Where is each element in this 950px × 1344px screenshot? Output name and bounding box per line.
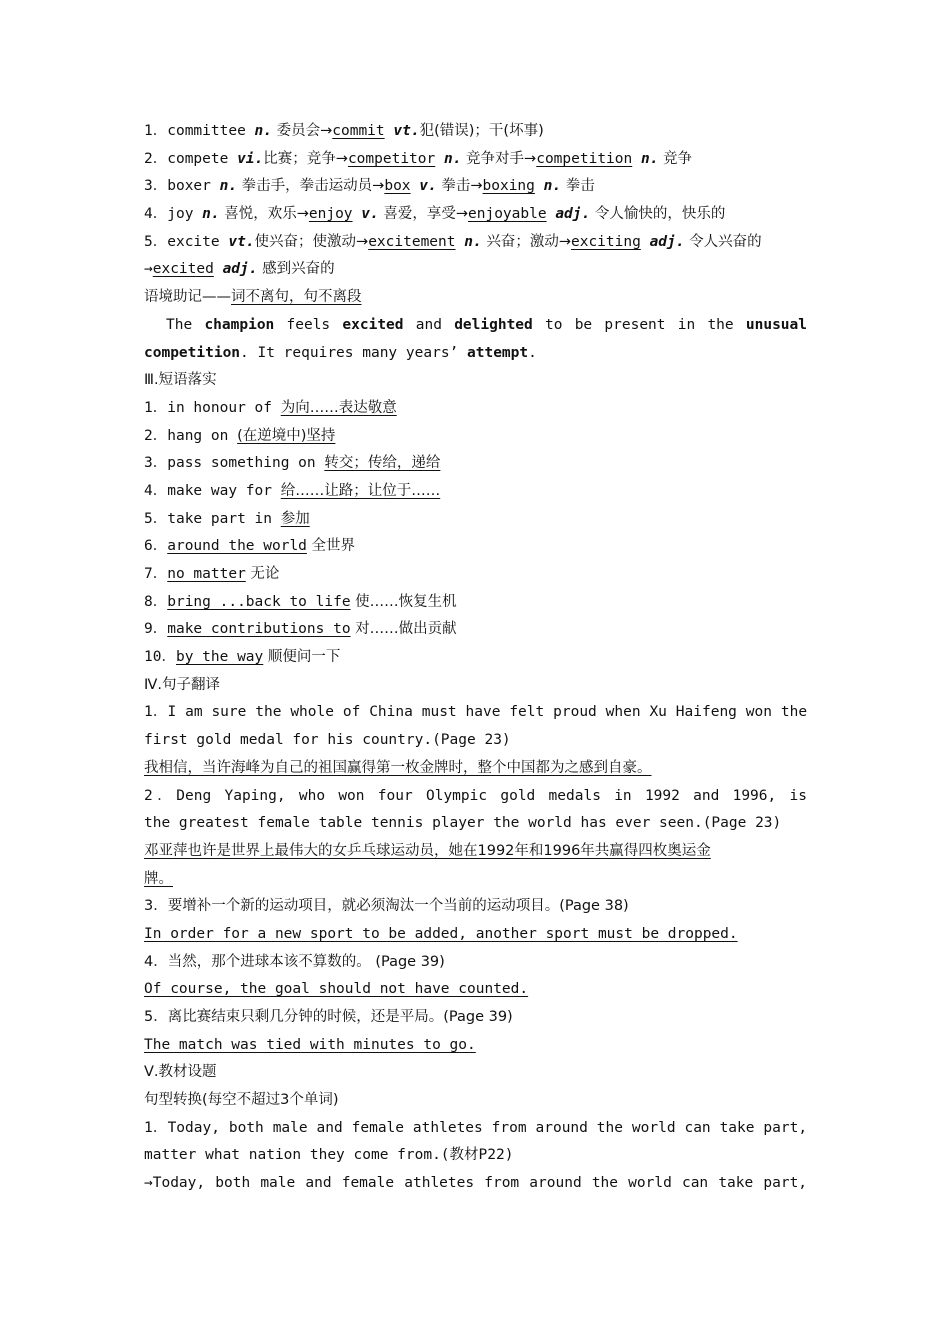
section-heading-translation: Ⅳ.句子翻译 <box>144 676 220 693</box>
phrase-item: 5．take part in 参加 <box>144 510 310 527</box>
arrow-icon: → <box>144 261 153 278</box>
translation-5-question: 5．离比赛结束只剩几分钟的时候，还是平局。(Page 39) <box>144 1009 513 1025</box>
answer-blank: box <box>384 178 411 195</box>
translation-3-answer: In order for a new sport to be added, another sport must be dropped. <box>144 925 738 942</box>
vocab-meaning: 犯(错误)；干(坏事) <box>419 123 544 139</box>
vocab-meaning: 拳击→ <box>436 178 483 195</box>
translation-1-line-1: 1．I am sure the whole of China must have felt proud when Xu Haifeng won the <box>144 704 807 721</box>
vocab-line-1 <box>144 118 807 146</box>
phrase-item: 2．hang on (在逆境中)坚持 <box>144 427 336 444</box>
phrase-item: 8．bring ...back to life 使……恢复生机 <box>144 593 457 610</box>
phrase-item: 4．make way for 给……让路；让位于…… <box>144 482 441 499</box>
part-of-speech: n. <box>443 150 462 167</box>
part-of-speech: v. <box>419 178 437 195</box>
vocab-meaning: 令人兴奋的 <box>684 233 762 250</box>
part-of-speech: adj. <box>649 233 685 250</box>
document-content <box>144 118 807 1198</box>
vocab-meaning: 拳击 <box>561 178 595 195</box>
translation-1-line-2: first gold medal for his country.(Page 23) <box>144 732 511 749</box>
part-of-speech: n. <box>464 233 482 250</box>
context-sentence-line-1: The champion feels excited and delighted to be present in the unusual <box>166 316 807 333</box>
translation-2-line-1: 2．Deng Yaping, who won four Olympic gold medals in 1992 and 1996, is <box>144 787 807 804</box>
vocab-meaning: 竞争对手→ <box>461 150 537 167</box>
vocab-line-3 <box>144 173 807 201</box>
vocab-meaning: 使兴奋；使激动→ <box>254 233 369 250</box>
vocab-meaning: 竞争 <box>658 150 693 167</box>
section-heading-textbook: Ⅴ.教材设题 <box>144 1064 217 1081</box>
phrase-item: 9．make contributions to 对……做出贡献 <box>144 621 457 638</box>
transform-1-line-2: matter what nation they come from.(教材P22) <box>144 1147 514 1164</box>
answer-blank: competitor <box>347 150 436 167</box>
vocab-line-2 <box>144 146 807 174</box>
vocab-meaning: 兴奋；激动→ <box>481 233 571 250</box>
vocab-line-5 <box>144 229 807 257</box>
part-of-speech: vi. <box>237 150 264 167</box>
translation-1-answer: 我相信，当许海峰为自己的祖国赢得第一枚金牌时，整个中国都为之感到自豪。 <box>144 759 652 776</box>
part-of-speech: n. <box>543 178 562 195</box>
vocab-word: 3．boxer <box>144 178 220 195</box>
vocab-meaning: 喜悦，欢乐→ <box>219 206 309 223</box>
vocab-line-5-cont <box>144 256 807 284</box>
part-of-speech: adj. <box>555 206 591 223</box>
transform-heading: 句型转换(每空不超过3个单词) <box>144 1092 339 1109</box>
part-of-speech: adj. <box>222 261 258 278</box>
vocab-line-4 <box>144 201 807 229</box>
translation-5-answer: The match was tied with minutes to go. <box>144 1036 476 1053</box>
answer-blank: boxing <box>482 178 535 195</box>
part-of-speech: n. <box>219 178 238 195</box>
transform-1-line-1: 1．Today, both male and female athletes from around the world can take part, <box>144 1119 807 1136</box>
translation-4-answer: Of course, the goal should not have counted. <box>144 981 529 998</box>
vocab-word: 2．compete <box>144 150 238 167</box>
answer-blank: excited <box>152 261 214 278</box>
phrase-item: 6．around the world 全世界 <box>144 538 356 555</box>
answer-blank: commit <box>332 123 385 139</box>
phrase-item: 1．in honour of 为向……表达敬意 <box>144 399 397 416</box>
context-heading: 语境助记——词不离句，句不离段 <box>144 289 362 306</box>
vocab-meaning: 感到兴奋的 <box>257 261 335 278</box>
part-of-speech: n. <box>202 206 220 223</box>
translation-2-answer-line-2: 牌。 <box>144 870 173 887</box>
phrase-item: 7．no matter 无论 <box>144 566 280 582</box>
section-heading-phrases: Ⅲ.短语落实 <box>144 372 217 389</box>
transform-1-line-3: →Today, both male and female athletes from around the world can take part, <box>144 1175 807 1192</box>
translation-4-question: 4．当然，那个进球本该不算数的。 (Page 39) <box>144 953 445 970</box>
part-of-speech: n. <box>254 123 272 139</box>
translation-2-line-2: the greatest female table tennis player the world has ever seen.(Page 23) <box>144 815 782 832</box>
vocab-meaning: 令人愉快的，快乐的 <box>590 206 726 223</box>
translation-2-answer-line-1: 邓亚萍也许是世界上最伟大的女乒乓球运动员，她在1992年和1996年共赢得四枚奥运金 <box>144 842 711 859</box>
answer-blank: enjoy <box>308 206 353 223</box>
context-sentence-line-2: competition. It requires many years’ attempt. <box>144 344 537 361</box>
part-of-speech: vt. <box>393 123 420 139</box>
vocab-meaning: 拳击手，拳击运动员→ <box>237 178 385 195</box>
vocab-meaning: 委员会→ <box>272 123 333 139</box>
answer-blank: exciting <box>570 233 641 250</box>
answer-blank: enjoyable <box>468 206 547 223</box>
vocab-word: 1．committee <box>144 123 255 139</box>
part-of-speech: n. <box>640 150 659 167</box>
answer-blank: competition <box>536 150 633 167</box>
vocab-meaning: 喜爱，享受→ <box>378 206 469 223</box>
phrase-item: 3．pass something on 转交；传给，递给 <box>144 455 441 472</box>
translation-3-question: 3．要增补一个新的运动项目，就必须淘汰一个当前的运动项目。(Page 38) <box>144 898 629 915</box>
vocab-word: 4．joy <box>144 206 203 223</box>
vocab-meaning: 比赛；竞争→ <box>263 150 348 167</box>
answer-blank: excitement <box>368 233 456 250</box>
phrase-item: 10．by the way 顺便问一下 <box>144 649 341 666</box>
vocab-word: 5．excite <box>144 233 229 250</box>
part-of-speech: v. <box>361 206 379 223</box>
part-of-speech: vt. <box>228 233 255 250</box>
